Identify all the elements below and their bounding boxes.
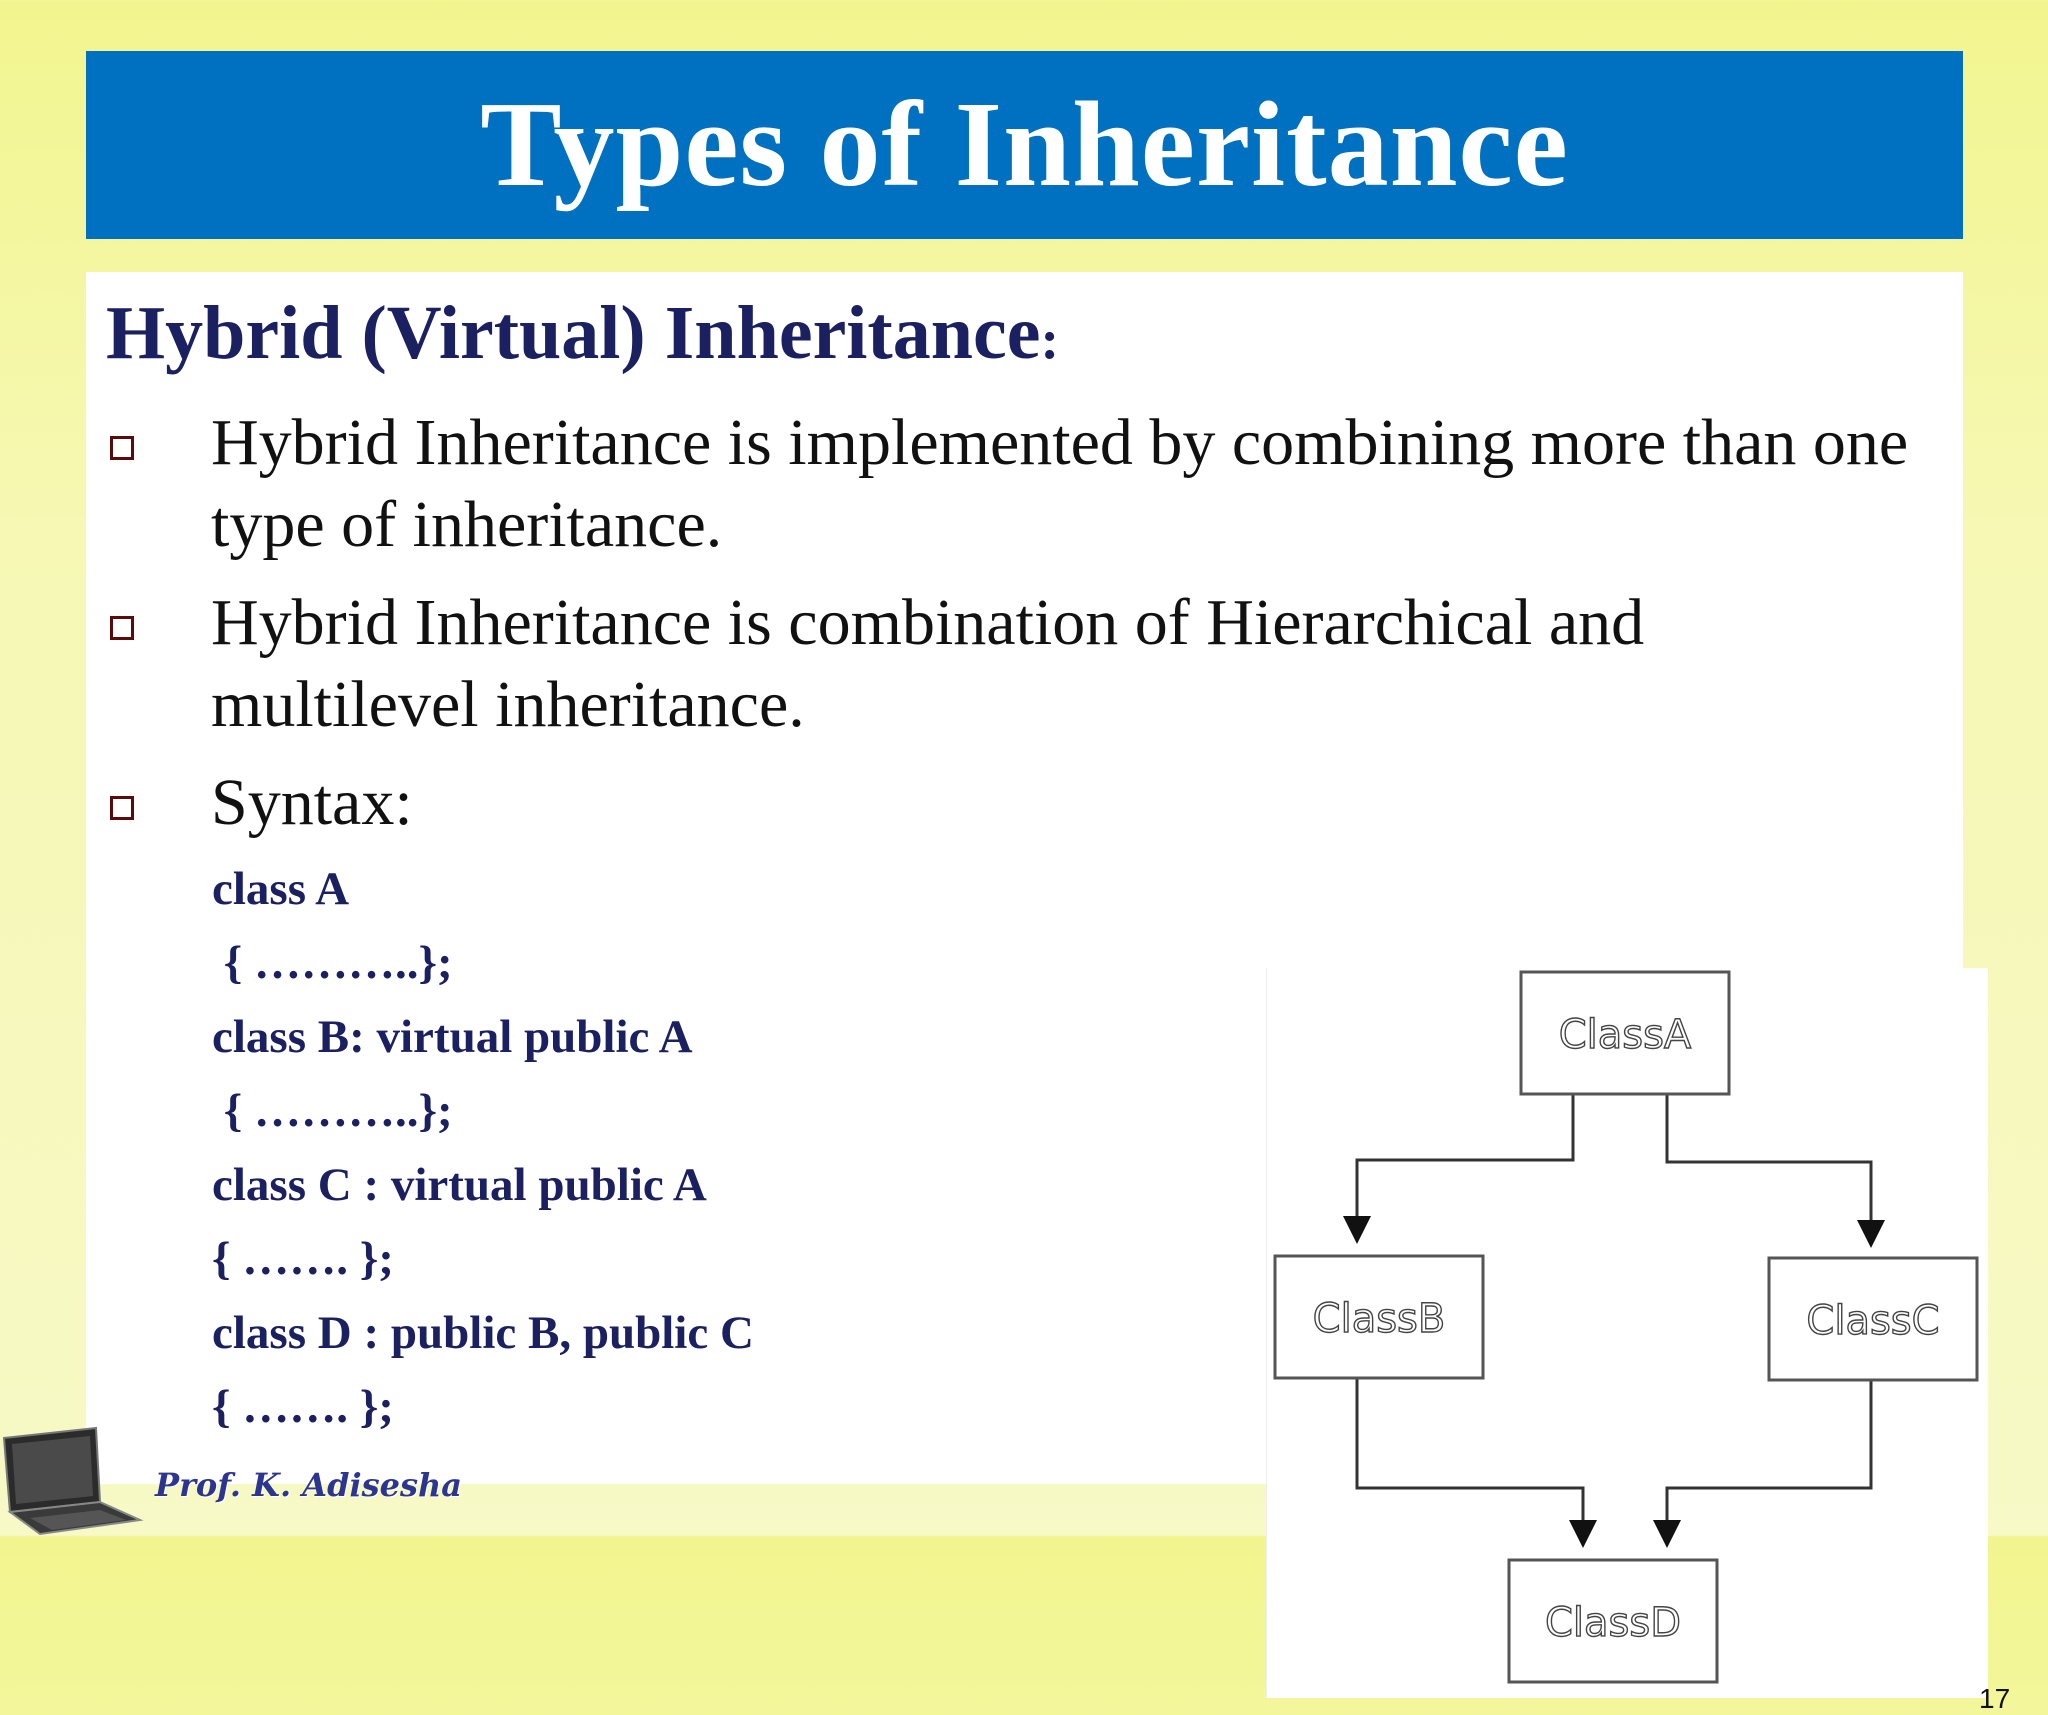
slide-title: Types of Inheritance — [480, 77, 1569, 212]
subtitle-text: Hybrid (Virtual) Inheritance — [106, 291, 1041, 375]
title-bar — [86, 51, 1963, 239]
subtitle-colon: : — [1040, 309, 1060, 371]
code-line: class C : virtual public A — [212, 1159, 707, 1211]
code-line: { ………..}; — [212, 1085, 453, 1137]
code-line: { ……. }; — [212, 1233, 394, 1285]
edge-a-to-c — [1667, 1092, 1871, 1226]
bullet-text: Hybrid Inheritance is implemented by combining more than one type of inheritance. — [211, 406, 1909, 561]
inheritance-diagram — [1266, 968, 1988, 1698]
edge-a-to-b — [1357, 1092, 1573, 1222]
code-block — [212, 852, 754, 1444]
code-line: class A — [212, 863, 350, 915]
node-class-c — [1769, 1258, 1977, 1380]
author-signature: Prof. K. Adisesha — [155, 1466, 463, 1504]
bullet-text: Hybrid Inheritance is combination of Hierarchical and multilevel inheritance. — [211, 586, 1645, 741]
page-number: 17 — [1979, 1683, 2011, 1714]
diagram-svg — [1267, 968, 1988, 1698]
checkbox-bullet-icon — [110, 436, 134, 460]
arrowhead-b — [1343, 1216, 1371, 1244]
arrowhead-c — [1857, 1220, 1885, 1248]
node-class-d — [1509, 1560, 1717, 1682]
node-label: ClassD — [1544, 1600, 1682, 1646]
code-line: { ………..}; — [212, 937, 453, 989]
bullet-text: Syntax: — [211, 766, 413, 839]
edge-b-to-d — [1357, 1378, 1583, 1526]
checkbox-bullet-icon — [110, 796, 134, 820]
edge-c-to-d — [1667, 1380, 1871, 1526]
node-class-a — [1521, 972, 1729, 1094]
code-line: class B: virtual public A — [212, 1011, 693, 1063]
node-label: ClassA — [1558, 1012, 1692, 1058]
slide-subtitle — [106, 292, 1059, 376]
code-line: { ……. }; — [212, 1381, 394, 1433]
node-label: ClassC — [1806, 1298, 1940, 1344]
code-line: class D : public B, public C — [212, 1307, 754, 1359]
node-class-b — [1275, 1256, 1483, 1378]
arrowhead-d-right — [1653, 1520, 1681, 1548]
arrowhead-d-left — [1569, 1520, 1597, 1548]
checkbox-bullet-icon — [110, 616, 134, 640]
node-label: ClassB — [1312, 1296, 1446, 1342]
